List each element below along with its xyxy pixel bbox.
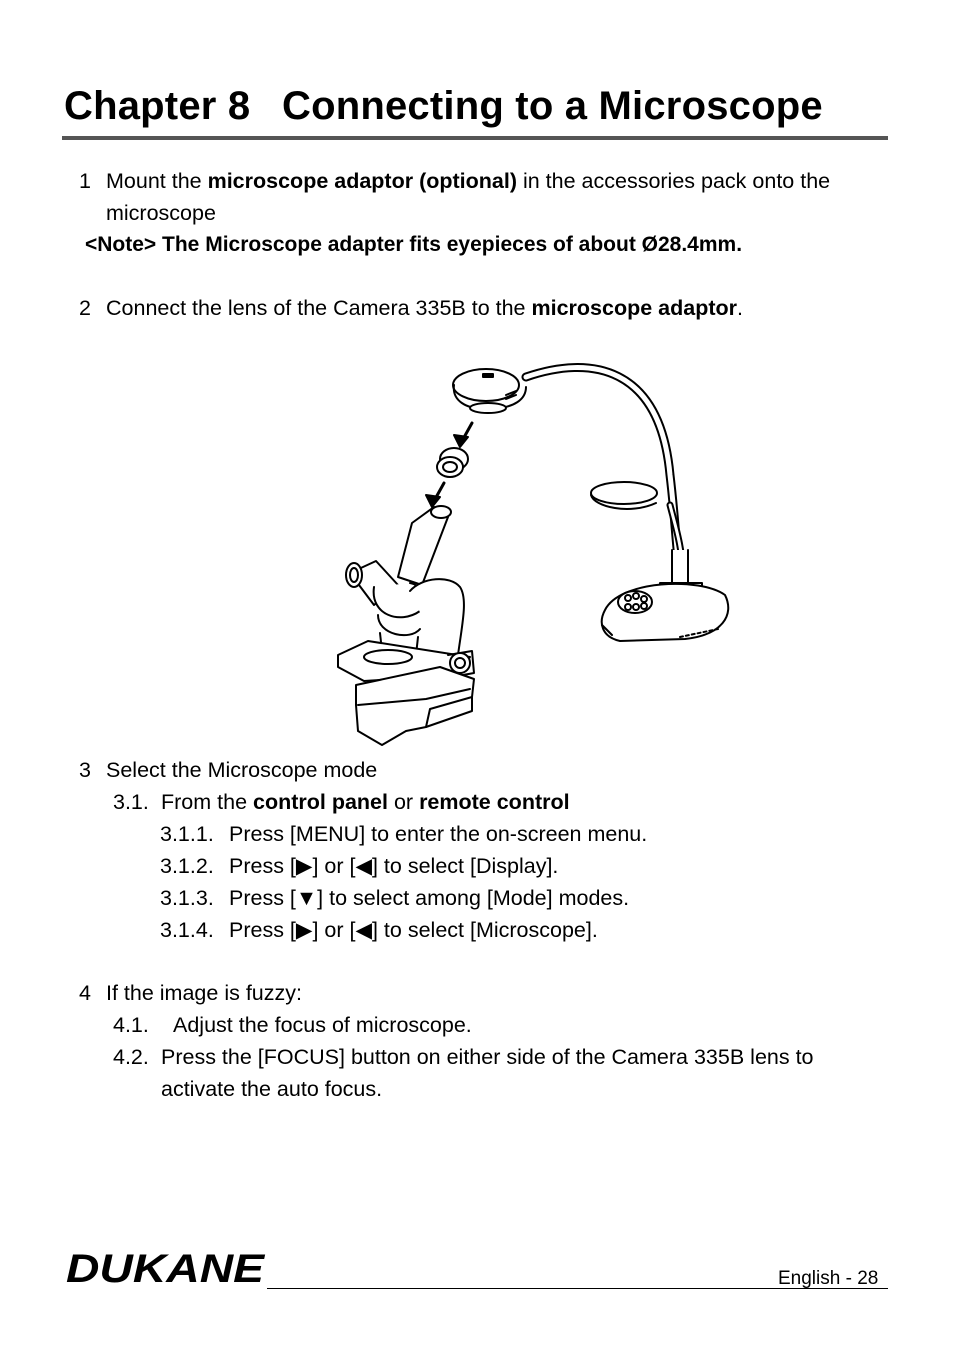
step-3-1 <box>113 790 570 815</box>
item-text: Press the [FOCUS] button on either side of the Camera 335B lens to <box>161 1045 814 1069</box>
list-item-continued: activate the auto focus. <box>161 1077 383 1101</box>
list-item <box>113 1045 814 1070</box>
dukane-logo <box>64 1248 266 1288</box>
list-item <box>160 854 558 879</box>
list-item <box>113 1013 472 1038</box>
chapter-heading: Connecting to a Microscope <box>282 84 823 128</box>
chapter-number: Chapter 8 <box>64 84 251 128</box>
list-item <box>160 918 598 943</box>
item-text: Adjust the focus of microscope. <box>173 1013 472 1037</box>
item-number: 4.1. <box>113 1013 149 1037</box>
step-2 <box>79 296 743 321</box>
chapter-title <box>64 84 823 129</box>
step-number: 2 <box>79 296 91 320</box>
step-text: If the image is fuzzy: <box>106 981 302 1005</box>
item-text: Press [▼] to select among [Mode] modes. <box>229 886 630 910</box>
step-number: 3 <box>79 758 91 782</box>
step-text: From the <box>161 790 253 814</box>
step-text: Select the Microscope mode <box>106 758 378 782</box>
item-text: Press [MENU] to enter the on-screen menu. <box>229 822 648 846</box>
step-number: 1 <box>79 169 91 193</box>
step-text: or <box>387 790 420 814</box>
step-4 <box>79 981 302 1006</box>
note: <Note> The Microscope adapter fits eyepieces of about Ø28.4mm. <box>85 233 743 256</box>
list-item <box>160 886 629 911</box>
step-emphasis: remote control <box>419 790 570 814</box>
item-number: 3.1.4. <box>160 918 214 942</box>
step-emphasis: microscope adaptor <box>531 296 737 320</box>
step-1-continued: microscope <box>106 201 216 225</box>
item-text: Press [▶] or [◀] to select [Microscope]. <box>229 918 598 942</box>
step-text: . <box>737 296 743 320</box>
logo-wordmark: DUKANE <box>66 1248 266 1288</box>
microscope-camera-illustration <box>330 355 740 750</box>
title-underline <box>62 136 888 140</box>
step-3 <box>79 758 377 783</box>
step-number: 3.1. <box>113 790 149 814</box>
step-text: Mount the <box>106 169 208 193</box>
item-number: 4.2. <box>113 1045 149 1069</box>
item-number: 3.1.1. <box>160 822 214 846</box>
list-item <box>160 822 647 847</box>
page-number: English - 28 <box>778 1268 879 1289</box>
item-number: 3.1.3. <box>160 886 214 910</box>
step-emphasis: microscope adaptor (optional) <box>207 169 517 193</box>
step-number: 4 <box>79 981 91 1005</box>
step-1 <box>79 169 830 194</box>
step-text: Connect the lens of the Camera 335B to the <box>106 296 532 320</box>
item-number: 3.1.2. <box>160 854 214 878</box>
step-emphasis: control panel <box>253 790 388 814</box>
step-text: in the accessories pack onto the <box>516 169 831 193</box>
item-text: Press [▶] or [◀] to select [Display]. <box>229 854 559 878</box>
